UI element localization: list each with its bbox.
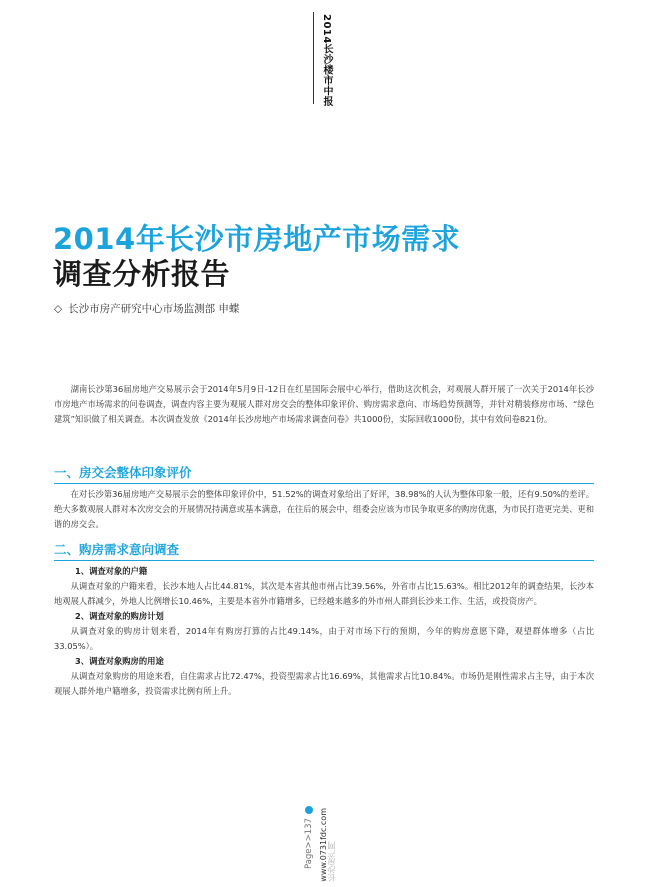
site-org: 长沙房产网 xyxy=(327,841,336,882)
intro-paragraph: 湖南长沙第36届房地产交易展示会于2014年5月9日-12日在红星国际会展中心举行，借助这次机会，对观展人群开展了一次关于2014年长沙市房地产市场需求的问卷调查，调查内容主要为观展人群对房交会的整体印象评价、购房需求意向、市场趋势预测等，并针对精装修房市场、“绿色建筑”知识做了相关调查。本次调查发放《2014年长沙房地产市场需求调查问卷》共1000份，实际回收1000份，其中有效问卷821份。 xyxy=(54,384,594,424)
page-number: Page>>137 xyxy=(304,818,314,870)
section1-heading: 一、房交会整体印象评价 xyxy=(54,464,594,484)
author-text: 长沙市房产研究中心市场监测部 申蝶 xyxy=(68,303,240,315)
subsection-paragraph: 从调查对象的户籍来看，长沙本地人占比44.81%，其次是本省其他市州占比39.56%，外省市占比15.63%。相比2012年的调查结果，长沙本地观展人群减少，外地人比例增长10.46%，主要是本省外市籍增多，已经越来越多的外市州人群到长沙来工作、生活，或投资房产。 xyxy=(54,581,594,606)
section2-heading: 二、购房需求意向调查 xyxy=(54,541,594,561)
article-title: 2014年长沙市房地产市场需求 xyxy=(53,222,461,256)
subsection-paragraph: 从调查对象的购房计划来看，2014年有购房打算的占比49.14%，由于对市场下行的预期，今年的购房意愿下降，观望群体增多（占比33.05%）。 xyxy=(54,626,594,651)
page-footer xyxy=(304,806,336,882)
site-url: www.0731fdc.com xyxy=(319,808,328,882)
header-rule xyxy=(313,12,314,104)
site-credit xyxy=(320,808,336,882)
page-marker-icon xyxy=(305,806,313,814)
subsection-heading: 2、调查对象的购房计划 xyxy=(75,611,164,621)
running-header: 2014长沙楼市中报 xyxy=(321,14,332,107)
article-body xyxy=(54,382,594,699)
subsection-heading: 3、调查对象购房的用途 xyxy=(75,656,164,666)
subsection-heading: 1、调查对象的户籍 xyxy=(75,566,148,576)
diamond-icon: ◇ xyxy=(54,303,63,315)
subsection-paragraph: 从调查对象购房的用途来看，自住需求占比72.47%，投资型需求占比16.69%，其他需求占比10.84%。市场仍是刚性需求占主导，由于本次观展人群外地户籍增多，投资需求比例有所上升。 xyxy=(54,671,594,696)
byline xyxy=(54,301,239,316)
article-title-line2: 调查分析报告 xyxy=(53,257,231,291)
section1-paragraph: 在对长沙第36届房地产交易展示会的整体印象评价中，51.52%的调查对象给出了好评，38.98%的人认为整体印象一般，还有9.50%的差评。绝大多数观展人群对本次房交会的开展情况持满意或基本满意，在往后的展会中，组委会应该为市民争取更多的购房优惠，为市民打造更完美、更和谐的房交会。 xyxy=(54,489,594,529)
